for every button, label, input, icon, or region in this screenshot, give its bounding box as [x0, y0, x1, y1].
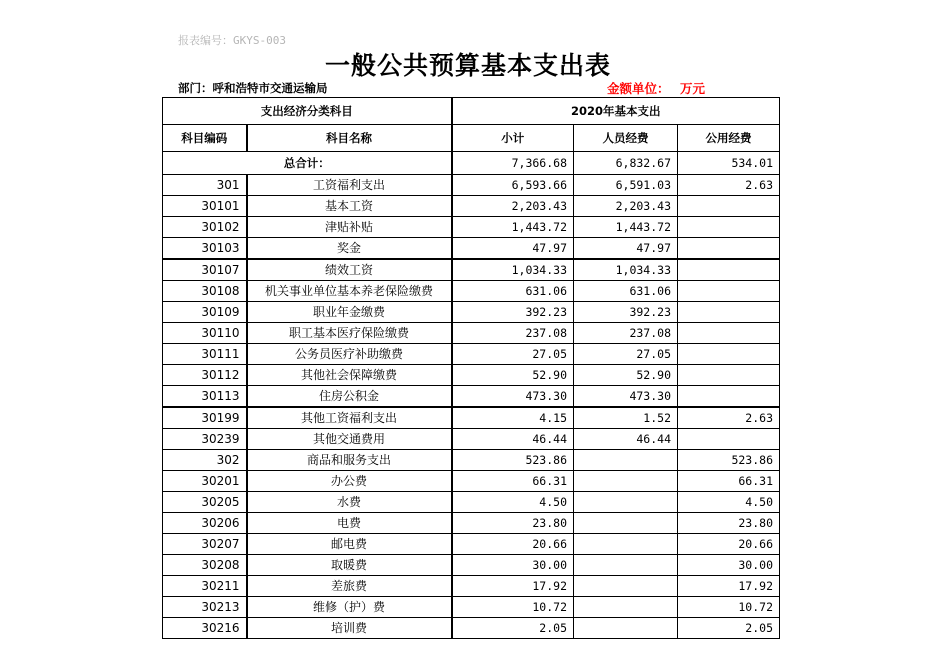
row-subtotal: 46.44 — [452, 429, 574, 450]
row-public — [678, 302, 780, 323]
row-subtotal: 6,593.66 — [452, 175, 574, 196]
row-subtotal: 27.05 — [452, 344, 574, 365]
total-personnel: 6,832.67 — [574, 152, 678, 175]
row-subtotal: 631.06 — [452, 281, 574, 302]
row-public — [678, 259, 780, 281]
row-name: 职工基本医疗保险缴费 — [247, 323, 452, 344]
row-name: 机关事业单位基本养老保险缴费 — [247, 281, 452, 302]
header-category-group: 支出经济分类科目 — [163, 98, 452, 125]
row-code: 30112 — [163, 365, 247, 386]
row-public: 523.86 — [678, 450, 780, 471]
header-column-row — [163, 125, 780, 152]
row-public: 2.05 — [678, 618, 780, 639]
row-public — [678, 217, 780, 238]
department-label: 部门：呼和浩特市交通运输局 — [178, 81, 328, 95]
row-personnel: 47.97 — [574, 238, 678, 260]
table-row — [163, 618, 780, 639]
table-row — [163, 238, 780, 260]
row-code: 30207 — [163, 534, 247, 555]
row-name: 商品和服务支出 — [247, 450, 452, 471]
table-row — [163, 344, 780, 365]
table-row — [163, 576, 780, 597]
row-subtotal: 473.30 — [452, 386, 574, 408]
row-subtotal: 4.50 — [452, 492, 574, 513]
row-code: 301 — [163, 175, 247, 196]
row-public: 4.50 — [678, 492, 780, 513]
total-row — [163, 152, 780, 175]
table-row — [163, 259, 780, 281]
row-public — [678, 365, 780, 386]
table-row — [163, 175, 780, 196]
header-name: 科目名称 — [247, 125, 452, 152]
row-subtotal: 66.31 — [452, 471, 574, 492]
header-group-row — [163, 98, 780, 125]
row-name: 奖金 — [247, 238, 452, 260]
row-name: 取暖费 — [247, 555, 452, 576]
row-code: 30109 — [163, 302, 247, 323]
row-public — [678, 344, 780, 365]
row-code: 30213 — [163, 597, 247, 618]
table-row — [163, 471, 780, 492]
row-personnel — [574, 513, 678, 534]
row-code: 30103 — [163, 238, 247, 260]
row-personnel — [574, 471, 678, 492]
row-public: 10.72 — [678, 597, 780, 618]
row-subtotal: 47.97 — [452, 238, 574, 260]
row-public — [678, 196, 780, 217]
table-row — [163, 302, 780, 323]
row-public: 20.66 — [678, 534, 780, 555]
row-personnel: 237.08 — [574, 323, 678, 344]
table-row — [163, 281, 780, 302]
row-name: 绩效工资 — [247, 259, 452, 281]
row-name: 住房公积金 — [247, 386, 452, 408]
row-name: 培训费 — [247, 618, 452, 639]
row-code: 30102 — [163, 217, 247, 238]
header-public: 公用经费 — [678, 125, 780, 152]
row-name: 其他社会保障缴费 — [247, 365, 452, 386]
row-code: 30111 — [163, 344, 247, 365]
row-public — [678, 323, 780, 344]
row-personnel: 46.44 — [574, 429, 678, 450]
page-title: 一般公共预算基本支出表 — [324, 51, 611, 80]
row-name: 其他交通费用 — [247, 429, 452, 450]
row-code: 30101 — [163, 196, 247, 217]
report-number: 报表编号：GKYS-003 — [178, 34, 286, 47]
row-public — [678, 429, 780, 450]
row-personnel — [574, 555, 678, 576]
row-code: 30216 — [163, 618, 247, 639]
row-public: 2.63 — [678, 175, 780, 196]
row-code: 30211 — [163, 576, 247, 597]
row-subtotal: 237.08 — [452, 323, 574, 344]
row-name: 津贴补贴 — [247, 217, 452, 238]
row-subtotal: 17.92 — [452, 576, 574, 597]
row-personnel: 2,203.43 — [574, 196, 678, 217]
row-code: 30108 — [163, 281, 247, 302]
row-code: 30107 — [163, 259, 247, 281]
row-subtotal: 2.05 — [452, 618, 574, 639]
row-personnel — [574, 597, 678, 618]
row-code: 30206 — [163, 513, 247, 534]
row-personnel: 392.23 — [574, 302, 678, 323]
row-public: 30.00 — [678, 555, 780, 576]
row-name: 邮电费 — [247, 534, 452, 555]
row-public — [678, 386, 780, 408]
row-personnel — [574, 576, 678, 597]
row-subtotal: 4.15 — [452, 407, 574, 429]
table-row — [163, 407, 780, 429]
row-public — [678, 238, 780, 260]
total-label: 总合计： — [163, 152, 452, 175]
total-subtotal: 7,366.68 — [452, 152, 574, 175]
row-personnel: 631.06 — [574, 281, 678, 302]
table-row — [163, 450, 780, 471]
header-code: 科目编码 — [163, 125, 247, 152]
table-row — [163, 597, 780, 618]
row-subtotal: 392.23 — [452, 302, 574, 323]
row-name: 差旅费 — [247, 576, 452, 597]
row-personnel — [574, 618, 678, 639]
budget-table — [162, 97, 780, 639]
header-subtotal: 小计 — [452, 125, 574, 152]
header-personnel: 人员经费 — [574, 125, 678, 152]
row-name: 办公费 — [247, 471, 452, 492]
row-personnel: 6,591.03 — [574, 175, 678, 196]
row-name: 电费 — [247, 513, 452, 534]
row-code: 302 — [163, 450, 247, 471]
row-subtotal: 20.66 — [452, 534, 574, 555]
row-personnel: 473.30 — [574, 386, 678, 408]
header-year-group: 2020年基本支出 — [452, 98, 780, 125]
row-personnel: 1,034.33 — [574, 259, 678, 281]
row-subtotal: 2,203.43 — [452, 196, 574, 217]
row-code: 30205 — [163, 492, 247, 513]
table-row — [163, 365, 780, 386]
row-code: 30113 — [163, 386, 247, 408]
table-row — [163, 386, 780, 408]
row-subtotal: 23.80 — [452, 513, 574, 534]
table-body — [163, 152, 780, 639]
row-name: 基本工资 — [247, 196, 452, 217]
row-personnel: 52.90 — [574, 365, 678, 386]
row-personnel: 1,443.72 — [574, 217, 678, 238]
row-personnel: 1.52 — [574, 407, 678, 429]
row-personnel: 27.05 — [574, 344, 678, 365]
table-row — [163, 513, 780, 534]
table-row — [163, 217, 780, 238]
row-name: 工资福利支出 — [247, 175, 452, 196]
row-personnel — [574, 534, 678, 555]
table-row — [163, 534, 780, 555]
table-row — [163, 323, 780, 344]
row-personnel — [574, 450, 678, 471]
row-name: 公务员医疗补助缴费 — [247, 344, 452, 365]
row-public: 23.80 — [678, 513, 780, 534]
table-row — [163, 196, 780, 217]
table-row — [163, 555, 780, 576]
row-name: 职业年金缴费 — [247, 302, 452, 323]
row-subtotal: 1,443.72 — [452, 217, 574, 238]
row-subtotal: 1,034.33 — [452, 259, 574, 281]
row-name: 水费 — [247, 492, 452, 513]
row-code: 30110 — [163, 323, 247, 344]
row-code: 30199 — [163, 407, 247, 429]
table-row — [163, 492, 780, 513]
row-subtotal: 10.72 — [452, 597, 574, 618]
row-public: 17.92 — [678, 576, 780, 597]
row-public — [678, 281, 780, 302]
row-subtotal: 30.00 — [452, 555, 574, 576]
row-personnel — [574, 492, 678, 513]
table-row — [163, 429, 780, 450]
row-subtotal: 52.90 — [452, 365, 574, 386]
row-name: 其他工资福利支出 — [247, 407, 452, 429]
amount-unit-label: 金额单位： — [607, 81, 670, 96]
row-name: 维修（护）费 — [247, 597, 452, 618]
row-public: 66.31 — [678, 471, 780, 492]
row-code: 30201 — [163, 471, 247, 492]
row-public: 2.63 — [678, 407, 780, 429]
total-public: 534.01 — [678, 152, 780, 175]
row-subtotal: 523.86 — [452, 450, 574, 471]
amount-unit-value: 万元 — [680, 81, 706, 96]
row-code: 30208 — [163, 555, 247, 576]
row-code: 30239 — [163, 429, 247, 450]
